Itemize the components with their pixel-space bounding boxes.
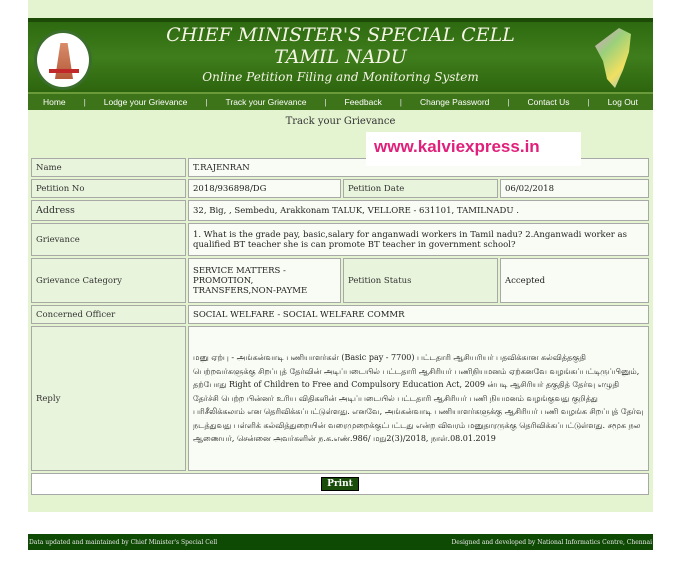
petition-date-label: Petition Date	[343, 179, 498, 198]
footer-maintained-by: Data updated and maintained by Chief Minister's Special Cell	[29, 538, 218, 546]
grievance-value: 1. What is the grade pay, basic,salary for anganwadi workers in Tamil nadu? 2.Anganwadi worker as qualified BT teacher she is can promote BT teacher in government school?	[188, 223, 649, 256]
petition-date-value: 06/02/2018	[500, 179, 649, 198]
nav-home[interactable]: Home	[42, 97, 66, 107]
nav-track-grievance[interactable]: Track your Grievance	[225, 97, 307, 107]
footer-developed-by: Designed and developed by National Informatics Centre, Chennai	[451, 538, 652, 546]
status-value: Accepted	[500, 258, 649, 303]
category-value: SERVICE MATTERS - PROMOTION, TRANSFERS,NON-PAYME	[188, 258, 341, 303]
officer-value: SOCIAL WELFARE - SOCIAL WELFARE COMMR	[188, 305, 649, 324]
nav-log-out[interactable]: Log Out	[607, 97, 638, 107]
nav-bar: Home | Lodge your Grievance | Track your Grievance | Feedback | Change Password | Contact Us | Log Out	[28, 92, 653, 110]
name-label: Name	[31, 158, 186, 177]
address-value: 32, Big, , Sembedu, Arakkonam TALUK, VELLORE - 631101, TAMILNADU .	[188, 200, 649, 221]
footer	[28, 534, 653, 550]
officer-label: Concerned Officer	[31, 305, 186, 324]
header-state: TAMIL NADU	[274, 46, 407, 68]
nav-change-password[interactable]: Change Password	[419, 97, 490, 107]
nav-contact-us[interactable]: Contact Us	[527, 97, 570, 107]
reply-value: மனு ஏற்பு - அங்கன்வாடி பணியாளர்கள் (Basic pay - 7700) பட்டதாரி ஆசியரியர் பதவிக்கான கல்வித்தகுதி பெற்றவர்களுக்கு சிறப்புத் தேர்வின் அடிப்படையில் பட்டதாரி ஆசிரியர் பணிநியமனம் ஏற்கனவே வழங்கப்பட்டிருப்பினும், தற்போது Right of Children to Free and Compulsory Education Act, 2009 ன்படி ஆசிரியர் தகுதித் தேர்வு எழுதி தேர்ச்சி பெற்ற பின்னர் உரிய விதிகளின் அடிப்படையில் பட்டதாரி ஆசிரியர் பணி நியமனம் வழங்குவது குறித்து பரிசீலிக்கலாம் என தெரிவிக்கப்பட்டுள்ளது. எனவே, அங்கன்வாடி பணியாளர்களுக்கு ஆசிரியர் பணி வழங்க சிறப்புத் தேர்வு நடத்துவது பள்ளிக் கல்வித்துறையின் வரைமுறைக்குட்பட்டது என்ற விவரம் மனுதாரருக்கு தெரிவிக்கப்பட்டுள்ளது. சமூக நல ஆணையர், சென்னை அவர்களின் ந.க.எண்.986/ மநு2(3)/2018, நாள்.08.01.2019	[188, 326, 649, 471]
watermark: www.kalviexpress.in	[366, 132, 581, 166]
reply-label: Reply	[31, 326, 186, 471]
grievance-details-table	[29, 156, 651, 497]
petition-no-label: Petition No	[31, 179, 186, 198]
page-container	[28, 0, 653, 512]
address-label: Address	[31, 200, 186, 221]
name-value: T.RAJENRAN	[188, 158, 649, 177]
header-banner	[28, 18, 653, 92]
status-label: Petition Status	[343, 258, 498, 303]
header-subtitle: Online Petition Filing and Monitoring System	[202, 70, 479, 84]
print-button[interactable]: Print	[321, 477, 359, 491]
nav-feedback[interactable]: Feedback	[344, 97, 382, 107]
petition-no-value: 2018/936898/DG	[188, 179, 341, 198]
nav-lodge-grievance[interactable]: Lodge your Grievance	[103, 97, 188, 107]
grievance-label: Grievance	[31, 223, 186, 256]
category-label: Grievance Category	[31, 258, 186, 303]
page-title: Track your Grievance	[285, 116, 396, 127]
header-title: CHIEF MINISTER'S SPECIAL CELL	[166, 24, 515, 46]
